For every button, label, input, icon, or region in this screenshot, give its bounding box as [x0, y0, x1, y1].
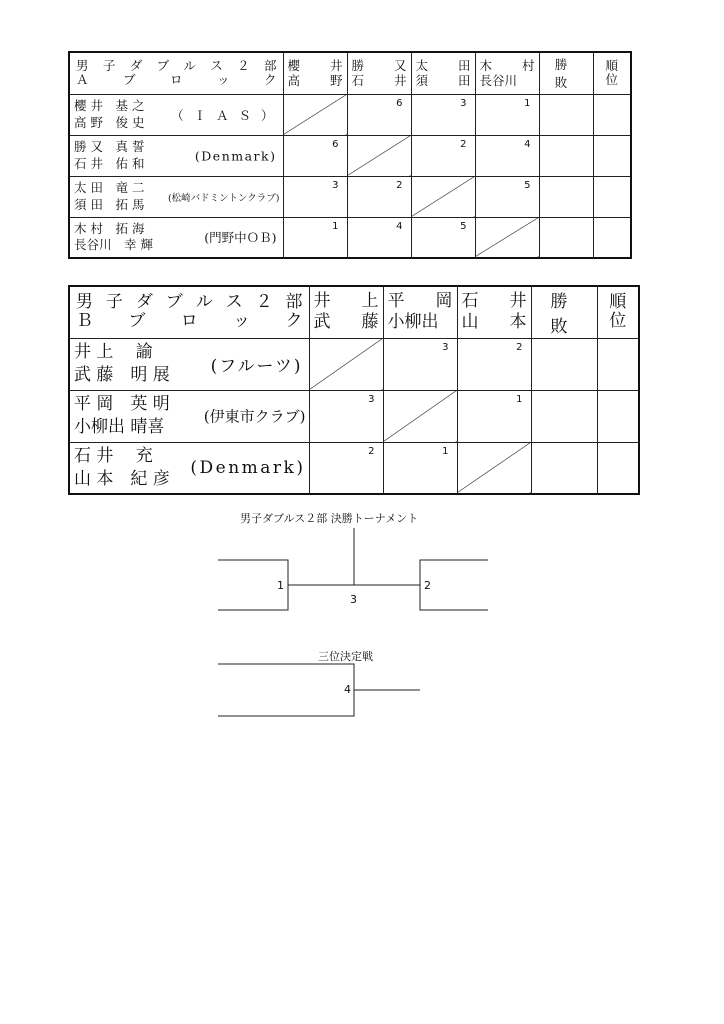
block-b-title-line1: 男 子 ダ ブ ル ス ２ 部: [76, 291, 303, 312]
match-number: 4: [396, 220, 403, 232]
block-a-title-line2: Ａ ブ ロ ッ ク: [76, 72, 277, 88]
match-number: 3: [460, 97, 467, 109]
match-number: 1: [516, 393, 523, 405]
match-number: 6: [332, 138, 339, 150]
third-place-title: 三位決定戦: [318, 650, 373, 663]
match-number: 2: [396, 179, 403, 191]
match-number: 3: [368, 393, 375, 405]
opp-char: 野: [329, 73, 343, 89]
match-number: 1: [332, 220, 339, 232]
player-name: 木 村 拓 海: [74, 221, 145, 236]
club-name: （ Ｉ Ａ Ｓ ）: [171, 107, 277, 123]
match-number: 2: [516, 341, 523, 353]
opp-char: 石: [461, 291, 479, 311]
rank-char: 位: [609, 311, 627, 332]
opp-char: 田: [457, 73, 471, 89]
player-name: 長谷川 幸 輝: [74, 237, 153, 253]
player-name: 山 本 紀 彦: [74, 468, 170, 489]
match-number: 1: [524, 97, 531, 109]
rank-char: 順: [605, 57, 618, 73]
block-a-title-line1: 男 子 ダ ブ ル ス ２ 部: [76, 57, 277, 73]
match-number: 4: [524, 138, 531, 150]
opp-char: 太: [415, 57, 429, 73]
player-name: 勝 又 真 誓: [74, 139, 145, 155]
opp-char: 井: [509, 291, 527, 311]
player-name: 小柳出 晴喜: [74, 417, 165, 437]
club-name: (Denmark): [194, 148, 277, 163]
player-name: 平 岡 英 明: [74, 394, 170, 415]
opp-char: 高: [287, 73, 301, 89]
match-number: 6: [396, 97, 403, 109]
match-number: 2: [460, 138, 467, 150]
opp-char: 田: [457, 57, 471, 73]
final-tournament-title: 男子ダブルス２部 決勝トーナメント: [240, 512, 419, 525]
block-b-win-loss-header: 勝 敗: [531, 286, 597, 338]
rank-char: 位: [605, 72, 618, 88]
opp-char: 平: [387, 291, 405, 311]
club-name: (フルーツ): [210, 356, 303, 377]
match-number: 5: [460, 220, 467, 232]
rank-char: 順: [609, 291, 627, 312]
opp-char: 又: [393, 57, 407, 73]
opp-char: 岡: [435, 291, 453, 311]
opp-char: 上: [361, 291, 379, 311]
player-name: 須 田 拓 馬: [74, 196, 145, 212]
opp-char: 井: [393, 73, 407, 89]
opp-char: 勝: [351, 57, 365, 73]
match-number-4: 4: [344, 683, 351, 696]
player-name: 高 野 俊 史: [74, 114, 145, 130]
opp-char: 井: [329, 57, 343, 73]
block-a-win-loss-header: 勝 敗: [539, 52, 593, 94]
club-name: (伊東市クラブ): [203, 407, 306, 426]
club-name: (Denmark): [190, 457, 306, 478]
opp-char: 本: [509, 312, 527, 333]
player-name: 石 井 佑 和: [74, 155, 145, 171]
player-name: 武 藤 明 展: [74, 365, 170, 385]
block-b-title-line2: Ｂ ブ ロ ッ ク: [76, 311, 303, 332]
opp-char: 須: [415, 73, 429, 89]
match-number: 1: [442, 445, 449, 457]
opp-char: 村: [521, 57, 535, 73]
club-name: (門野中ＯＢ): [204, 230, 277, 246]
third-place-bracket-line: [218, 664, 354, 716]
opp-char: 櫻: [287, 57, 301, 73]
opp-char: 藤: [361, 312, 379, 333]
match-number: 2: [368, 445, 375, 457]
opp-char: 石: [351, 73, 365, 89]
opp-char: 小柳出: [387, 312, 439, 333]
opp-char: 木: [479, 57, 493, 73]
player-name: 石 井 充: [74, 445, 153, 466]
player-name: 櫻 井 基 之: [74, 98, 145, 114]
match-number-1: 1: [277, 579, 284, 592]
match-number: 3: [442, 341, 449, 353]
opp-char: 長谷川: [479, 73, 518, 89]
match-number: 3: [332, 179, 339, 191]
player-name: 井 上 諭: [74, 342, 153, 363]
match-number-3: 3: [350, 593, 357, 606]
opp-char: 井: [313, 291, 331, 311]
match-number: 5: [524, 179, 531, 191]
club-name: (松崎バドミントンクラブ): [167, 192, 280, 204]
match-number-2: 2: [424, 579, 431, 592]
opp-char: 山: [461, 312, 479, 333]
opp-char: 武: [313, 312, 331, 333]
player-name: 太 田 竜 二: [74, 180, 145, 196]
